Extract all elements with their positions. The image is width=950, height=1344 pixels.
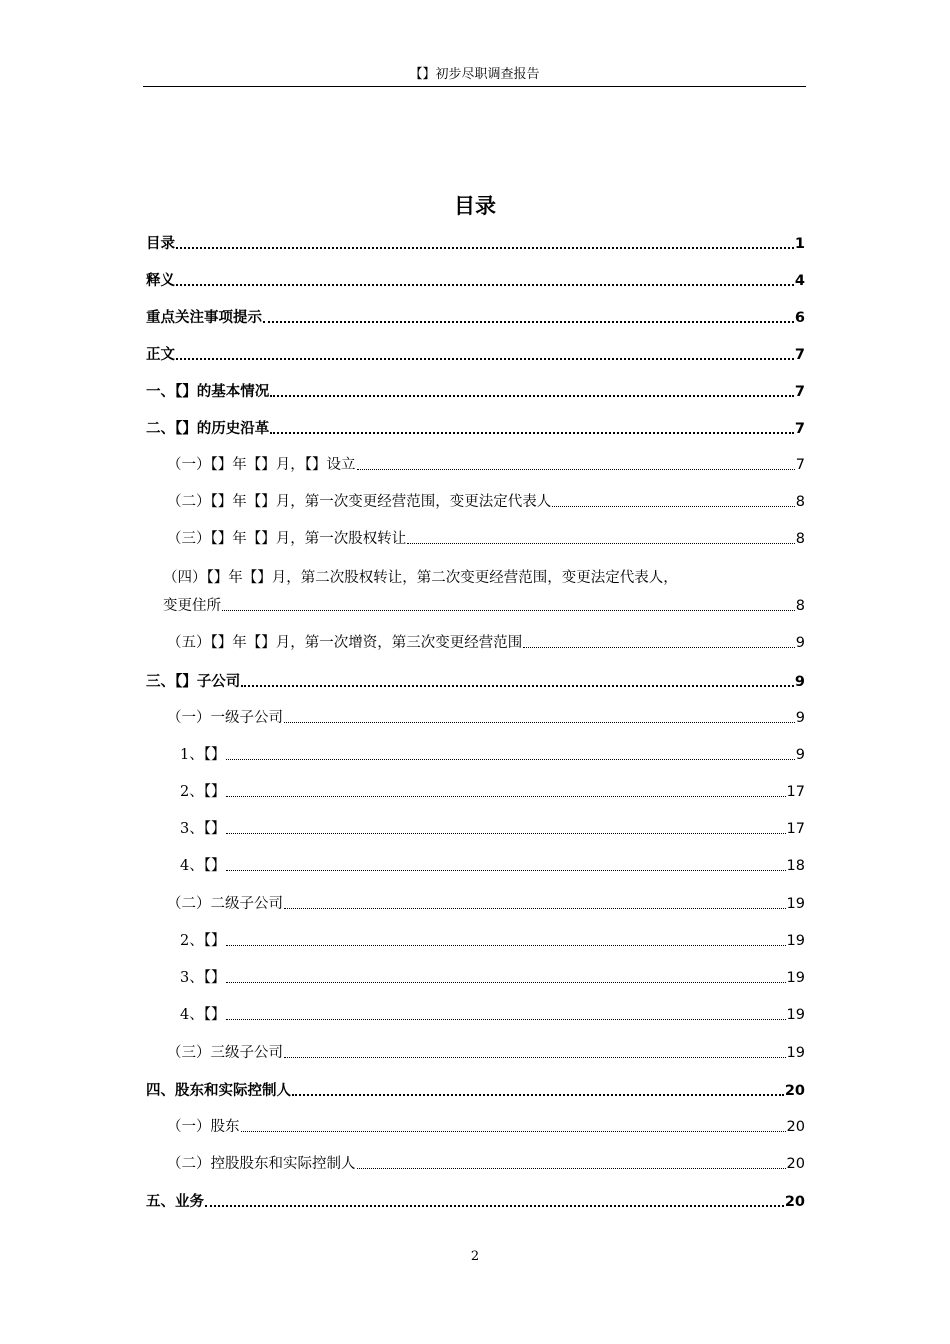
dot-leader (284, 1052, 786, 1058)
toc-entry[interactable] (180, 1005, 805, 1025)
toc-entry[interactable] (167, 1117, 805, 1137)
toc-entry[interactable] (167, 455, 805, 475)
toc-entry[interactable] (146, 1081, 805, 1101)
toc-entry-text: （一）【】年【】月，【】设立 (167, 457, 356, 473)
dot-leader (226, 828, 785, 834)
toc-entry-page: 7 (795, 457, 805, 473)
toc-entry-text: 三、【】子公司 (146, 674, 241, 690)
toc-entry-page: 9 (795, 747, 805, 763)
toc-entry-page: 17 (786, 821, 805, 837)
toc-entry-page: 19 (786, 1045, 805, 1061)
dot-leader (407, 538, 795, 544)
dot-leader (270, 390, 794, 397)
dot-leader (552, 501, 795, 507)
toc-entry[interactable] (163, 596, 805, 616)
dot-leader (226, 977, 785, 983)
toc-entry[interactable] (167, 894, 805, 914)
toc-entry-page: 19 (786, 970, 805, 986)
toc-entry-page: 7 (794, 421, 805, 437)
toc-entry[interactable] (167, 708, 805, 728)
toc-entry-page: 7 (794, 384, 805, 400)
toc-entry[interactable] (146, 234, 805, 254)
toc-entry[interactable] (180, 968, 805, 988)
toc-entry-text: （三）三级子公司 (167, 1045, 283, 1061)
toc-entry-text: 目录 (146, 236, 175, 252)
toc-entry[interactable] (180, 745, 805, 765)
dot-leader (284, 903, 786, 909)
toc-entry[interactable] (180, 856, 805, 876)
toc-entry-page: 18 (786, 858, 805, 874)
toc-entry[interactable] (146, 1192, 805, 1212)
toc-entry[interactable] (146, 382, 805, 402)
toc-entry-page: 19 (786, 1007, 805, 1023)
toc-entry-text: （五）【】年【】月，第一次增资，第三次变更经营范围 (167, 635, 523, 651)
dot-leader (357, 1163, 786, 1169)
toc-entry-page: 7 (794, 347, 805, 363)
toc-entry-page: 8 (795, 531, 805, 547)
toc-entry-page: 19 (786, 933, 805, 949)
toc-entry-page: 8 (795, 494, 805, 510)
header-rule (143, 86, 806, 87)
toc-entry-page: 20 (784, 1083, 805, 1099)
dot-leader (523, 642, 795, 648)
toc-entry-text: 五、业务 (146, 1194, 204, 1210)
dot-leader (205, 1200, 784, 1207)
toc-entry-text: 2、【】 (180, 933, 226, 949)
dot-leader (226, 791, 785, 797)
toc-entry-page: 1 (794, 236, 805, 252)
toc-entry-page: 20 (786, 1156, 805, 1172)
toc-entry-text: 2、【】 (180, 784, 226, 800)
toc-entry-page: 6 (794, 310, 805, 326)
toc-entry[interactable] (146, 308, 805, 328)
toc-entry-text: （二）【】年【】月，第一次变更经营范围，变更法定代表人 (167, 494, 552, 510)
dot-leader (226, 754, 794, 760)
toc-entry-text: （一）股东 (167, 1119, 240, 1135)
toc-entry-text: 释义 (146, 273, 175, 289)
toc-entry[interactable] (146, 271, 805, 291)
toc-entry-text: 4、【】 (180, 1007, 226, 1023)
dot-leader (270, 427, 794, 434)
dot-leader (241, 680, 794, 687)
toc-entry-text: 正文 (146, 347, 175, 363)
toc-entry-page: 9 (794, 674, 805, 690)
toc-entry-text: （三）【】年【】月，第一次股权转让 (167, 531, 407, 547)
dot-leader (226, 1014, 785, 1020)
toc-entry-text: 3、【】 (180, 970, 226, 986)
toc-entry-text: 重点关注事项提示 (146, 310, 262, 326)
toc-entry-text: （二）控股股东和实际控制人 (167, 1156, 356, 1172)
dot-leader (176, 353, 794, 360)
toc-entry-text: 二、【】的历史沿革 (146, 421, 270, 437)
dot-leader (263, 316, 794, 323)
dot-leader (241, 1126, 786, 1132)
dot-leader (226, 940, 785, 946)
toc-entry-page: 20 (786, 1119, 805, 1135)
toc-title: 目录 (454, 194, 496, 218)
toc-entry-page: 9 (795, 635, 805, 651)
toc-entry-page: 19 (786, 896, 805, 912)
toc-entry[interactable] (180, 819, 805, 839)
toc-entry-page: 8 (795, 598, 805, 614)
toc-entry-text: 4、【】 (180, 858, 226, 874)
dot-leader (284, 717, 795, 723)
dot-leader (292, 1089, 784, 1096)
toc-entry-text: （一）一级子公司 (167, 710, 283, 726)
toc-entry-page: 4 (794, 273, 805, 289)
running-header: 【】初步尽职调查报告 (409, 67, 540, 82)
dot-leader (176, 279, 794, 286)
dot-leader (226, 865, 785, 871)
toc-entry-text: （二）二级子公司 (167, 896, 283, 912)
toc-entry[interactable] (180, 782, 805, 802)
toc-entry[interactable] (180, 931, 805, 951)
toc-entry[interactable] (167, 1043, 805, 1063)
toc-entry[interactable] (167, 633, 805, 653)
toc-entry-text-continued: 变更住所 (163, 598, 221, 614)
dot-leader (222, 605, 795, 611)
dot-leader (176, 242, 794, 249)
toc-entry[interactable] (167, 529, 805, 549)
toc-entry[interactable] (146, 672, 805, 692)
toc-entry-page: 17 (786, 784, 805, 800)
toc-entry[interactable] (167, 492, 805, 512)
page-number: 2 (470, 1249, 480, 1264)
toc-entry[interactable] (146, 419, 805, 439)
toc-entry-text[interactable]: （四）【】年【】月，第二次股权转让，第二次变更经营范围，变更法定代表人， (163, 570, 678, 586)
toc-entry-page: 9 (795, 710, 805, 726)
toc-entry-text: 四、股东和实际控制人 (146, 1083, 291, 1099)
toc-entry-text: 1、【】 (180, 747, 226, 763)
toc-entry[interactable] (167, 1154, 805, 1174)
toc-entry-page: 20 (784, 1194, 805, 1210)
toc-entry-text: 3、【】 (180, 821, 226, 837)
toc-entry-text: 一、【】的基本情况 (146, 384, 270, 400)
toc-entry[interactable] (146, 345, 805, 365)
dot-leader (357, 464, 795, 470)
